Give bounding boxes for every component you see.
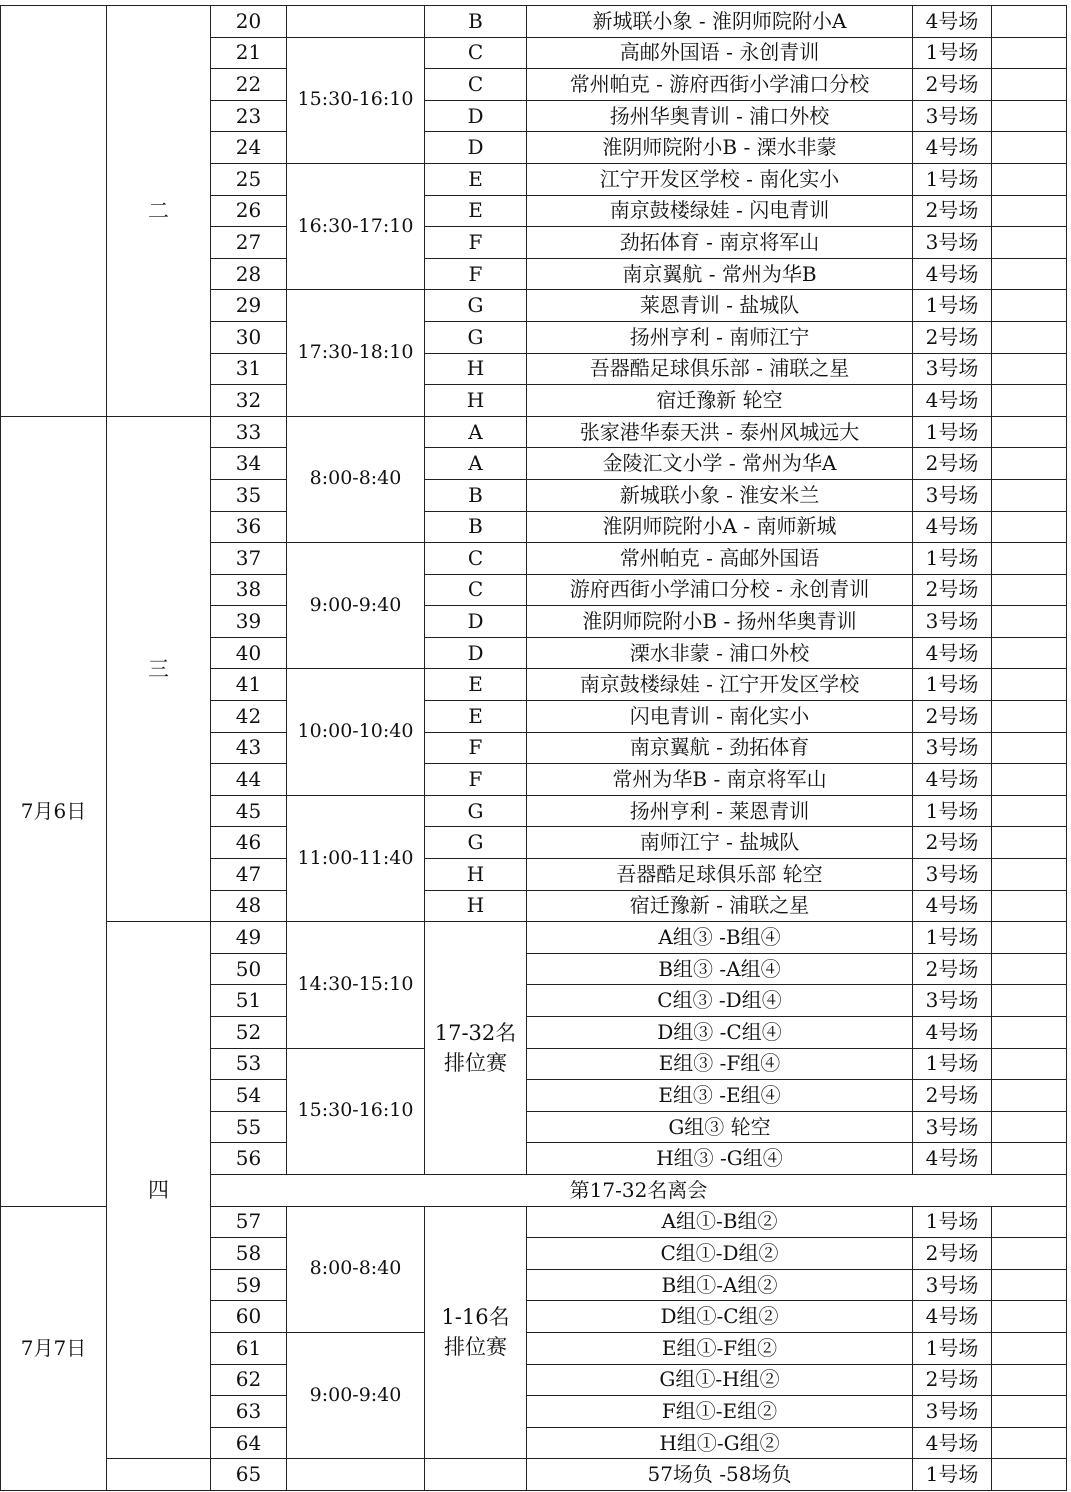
field-number: 1号场 xyxy=(913,37,992,69)
schedule-table xyxy=(0,5,1067,1491)
match-teams: 张家港华泰天洪 - 泰州风城远大 xyxy=(527,416,913,448)
match-teams: E组①-F组② xyxy=(527,1332,913,1364)
match-teams: 南京翼航 - 常州为华B xyxy=(527,258,913,290)
match-number: 37 xyxy=(211,543,287,575)
match-number: 40 xyxy=(211,637,287,669)
round-cell: 四 xyxy=(107,922,211,1459)
field-number: 2号场 xyxy=(913,69,992,101)
match-number: 21 xyxy=(211,37,287,69)
match-number: 63 xyxy=(211,1396,287,1428)
remarks-cell xyxy=(992,859,1067,891)
field-number: 1号场 xyxy=(913,290,992,322)
field-number: 2号场 xyxy=(913,321,992,353)
remarks-cell xyxy=(992,1459,1067,1491)
time-slot: 15:30-16:10 xyxy=(287,37,425,163)
field-number: 3号场 xyxy=(913,1396,992,1428)
time-slot: 8:00-8:40 xyxy=(287,416,425,542)
time-slot: 8:00-8:40 xyxy=(287,1206,425,1332)
match-number: 27 xyxy=(211,227,287,259)
match-teams: 57场负 -58场负 xyxy=(527,1459,913,1491)
field-number: 3号场 xyxy=(913,859,992,891)
field-number: 3号场 xyxy=(913,606,992,638)
field-number: 1号场 xyxy=(913,163,992,195)
match-teams: 劲拓体育 - 南京将军山 xyxy=(527,227,913,259)
match-number: 50 xyxy=(211,953,287,985)
remarks-cell xyxy=(992,195,1067,227)
group-letter: D xyxy=(425,100,527,132)
match-number: 54 xyxy=(211,1080,287,1112)
match-teams: 江宁开发区学校 - 南化实小 xyxy=(527,163,913,195)
match-teams: 南师江宁 - 盐城队 xyxy=(527,827,913,859)
remarks-cell xyxy=(992,448,1067,480)
match-number: 28 xyxy=(211,258,287,290)
date-cell: 7月7日 xyxy=(1,1206,107,1490)
round-cell: 二 xyxy=(107,6,211,417)
remarks-cell xyxy=(992,353,1067,385)
remarks-cell xyxy=(992,669,1067,701)
match-teams: 南京鼓楼绿娃 - 江宁开发区学校 xyxy=(527,669,913,701)
match-number: 25 xyxy=(211,163,287,195)
date-cell xyxy=(1,6,107,417)
group-letter: F xyxy=(425,732,527,764)
match-teams: 吾器酷足球俱乐部 - 浦联之星 xyxy=(527,353,913,385)
field-number: 2号场 xyxy=(913,1238,992,1270)
remarks-cell xyxy=(992,1332,1067,1364)
round-cell: 三 xyxy=(107,416,211,922)
time-slot: 10:00-10:40 xyxy=(287,669,425,795)
match-teams: 高邮外国语 - 永创青训 xyxy=(527,37,913,69)
group-letter: B xyxy=(425,479,527,511)
match-number: 26 xyxy=(211,195,287,227)
match-number: 36 xyxy=(211,511,287,543)
match-number: 55 xyxy=(211,1111,287,1143)
field-number: 4号场 xyxy=(913,1143,992,1175)
match-teams: 南京鼓楼绿娃 - 闪电青训 xyxy=(527,195,913,227)
field-number: 3号场 xyxy=(913,1111,992,1143)
remarks-cell xyxy=(992,795,1067,827)
field-number: 4号场 xyxy=(913,258,992,290)
match-row xyxy=(1,416,1067,448)
group-letter: B xyxy=(425,511,527,543)
remarks-cell xyxy=(992,1143,1067,1175)
match-row xyxy=(1,922,1067,954)
group-letter: H xyxy=(425,353,527,385)
field-number: 1号场 xyxy=(913,1048,992,1080)
remarks-cell xyxy=(992,1364,1067,1396)
match-teams: B组③ -A组④ xyxy=(527,953,913,985)
time-slot xyxy=(287,6,425,38)
match-teams: 淮阴师院附小B - 溧水非蒙 xyxy=(527,132,913,164)
match-number: 35 xyxy=(211,479,287,511)
field-number: 4号场 xyxy=(913,1427,992,1459)
remarks-cell xyxy=(992,1396,1067,1428)
field-number: 3号场 xyxy=(913,732,992,764)
match-number: 64 xyxy=(211,1427,287,1459)
match-number: 56 xyxy=(211,1143,287,1175)
field-number: 3号场 xyxy=(913,985,992,1017)
match-teams: 溧水非蒙 - 浦口外校 xyxy=(527,637,913,669)
match-number: 45 xyxy=(211,795,287,827)
field-number: 3号场 xyxy=(913,353,992,385)
match-teams: 金陵汇文小学 - 常州为华A xyxy=(527,448,913,480)
ceremony-note: 第17-32名离会 xyxy=(211,1174,1067,1206)
time-slot: 15:30-16:10 xyxy=(287,1048,425,1174)
remarks-cell xyxy=(992,1048,1067,1080)
field-number: 4号场 xyxy=(913,6,992,38)
match-number: 31 xyxy=(211,353,287,385)
group-letter: A xyxy=(425,448,527,480)
time-slot: 9:00-9:40 xyxy=(287,1332,425,1458)
field-number: 3号场 xyxy=(913,479,992,511)
field-number: 2号场 xyxy=(913,195,992,227)
group-letter: C xyxy=(425,543,527,575)
field-number: 1号场 xyxy=(913,1459,992,1491)
stage-label-line: 排位赛 xyxy=(444,1051,507,1076)
match-number: 43 xyxy=(211,732,287,764)
match-teams: 扬州亨利 - 莱恩青训 xyxy=(527,795,913,827)
match-number: 29 xyxy=(211,290,287,322)
schedule-body xyxy=(1,6,1067,1491)
match-number: 32 xyxy=(211,385,287,417)
remarks-cell xyxy=(992,1427,1067,1459)
remarks-cell xyxy=(992,701,1067,733)
match-number: 62 xyxy=(211,1364,287,1396)
match-number: 20 xyxy=(211,6,287,38)
time-slot: 14:30-15:10 xyxy=(287,922,425,1048)
field-number: 1号场 xyxy=(913,922,992,954)
remarks-cell xyxy=(992,416,1067,448)
match-number: 53 xyxy=(211,1048,287,1080)
remarks-cell xyxy=(992,227,1067,259)
match-teams: B组①-A组② xyxy=(527,1269,913,1301)
group-letter: F xyxy=(425,258,527,290)
group-letter: H xyxy=(425,385,527,417)
match-teams: G组①-H组② xyxy=(527,1364,913,1396)
field-number: 2号场 xyxy=(913,448,992,480)
match-teams: 莱恩青训 - 盐城队 xyxy=(527,290,913,322)
match-number: 58 xyxy=(211,1238,287,1270)
remarks-cell xyxy=(992,321,1067,353)
match-teams: H组③ -G组④ xyxy=(527,1143,913,1175)
field-number: 2号场 xyxy=(913,953,992,985)
remarks-cell xyxy=(992,69,1067,101)
match-teams: G组③ 轮空 xyxy=(527,1111,913,1143)
group-letter: E xyxy=(425,701,527,733)
field-number: 4号场 xyxy=(913,764,992,796)
match-number: 34 xyxy=(211,448,287,480)
field-number: 2号场 xyxy=(913,701,992,733)
time-slot: 11:00-11:40 xyxy=(287,795,425,921)
remarks-cell xyxy=(992,574,1067,606)
remarks-cell xyxy=(992,890,1067,922)
match-number: 46 xyxy=(211,827,287,859)
match-number: 33 xyxy=(211,416,287,448)
field-number: 1号场 xyxy=(913,543,992,575)
match-teams: 闪电青训 - 南化实小 xyxy=(527,701,913,733)
remarks-cell xyxy=(992,953,1067,985)
time-slot: 9:00-9:40 xyxy=(287,543,425,669)
time-slot xyxy=(287,1459,425,1491)
remarks-cell xyxy=(992,258,1067,290)
field-number: 4号场 xyxy=(913,1017,992,1049)
match-row xyxy=(1,1459,1067,1491)
group-letter: C xyxy=(425,574,527,606)
field-number: 3号场 xyxy=(913,1269,992,1301)
remarks-cell xyxy=(992,606,1067,638)
field-number: 2号场 xyxy=(913,574,992,606)
field-number: 3号场 xyxy=(913,227,992,259)
group-letter: E xyxy=(425,195,527,227)
round-cell xyxy=(107,1459,211,1491)
match-number: 24 xyxy=(211,132,287,164)
match-teams: 游府西街小学浦口分校 - 永创青训 xyxy=(527,574,913,606)
remarks-cell xyxy=(992,1269,1067,1301)
match-teams: 宿迁豫新 - 浦联之星 xyxy=(527,890,913,922)
match-number: 22 xyxy=(211,69,287,101)
remarks-cell xyxy=(992,1301,1067,1333)
field-number: 4号场 xyxy=(913,890,992,922)
match-teams: 常州帕克 - 高邮外国语 xyxy=(527,543,913,575)
field-number: 1号场 xyxy=(913,416,992,448)
remarks-cell xyxy=(992,985,1067,1017)
remarks-cell xyxy=(992,100,1067,132)
group-letter: H xyxy=(425,890,527,922)
group-letter: G xyxy=(425,321,527,353)
group-letter: H xyxy=(425,859,527,891)
field-number: 3号场 xyxy=(913,100,992,132)
field-number: 4号场 xyxy=(913,511,992,543)
group-letter: G xyxy=(425,290,527,322)
match-number: 60 xyxy=(211,1301,287,1333)
match-teams: D组①-C组② xyxy=(527,1301,913,1333)
match-number: 30 xyxy=(211,321,287,353)
match-number: 44 xyxy=(211,764,287,796)
time-slot: 17:30-18:10 xyxy=(287,290,425,416)
group-letter: C xyxy=(425,69,527,101)
group-letter: G xyxy=(425,827,527,859)
remarks-cell xyxy=(992,543,1067,575)
match-teams: C组①-D组② xyxy=(527,1238,913,1270)
remarks-cell xyxy=(992,764,1067,796)
match-teams: 常州帕克 - 游府西街小学浦口分校 xyxy=(527,69,913,101)
match-number: 48 xyxy=(211,890,287,922)
stage-cell xyxy=(425,1459,527,1491)
match-teams: 淮阴师院附小B - 扬州华奥青训 xyxy=(527,606,913,638)
remarks-cell xyxy=(992,511,1067,543)
match-number: 49 xyxy=(211,922,287,954)
group-letter: C xyxy=(425,37,527,69)
field-number: 2号场 xyxy=(913,1080,992,1112)
match-teams: A组①-B组② xyxy=(527,1206,913,1238)
match-teams: 新城联小象 - 淮安米兰 xyxy=(527,479,913,511)
match-number: 39 xyxy=(211,606,287,638)
field-number: 1号场 xyxy=(913,795,992,827)
match-teams: F组①-E组② xyxy=(527,1396,913,1428)
match-teams: 淮阴师院附小A - 南师新城 xyxy=(527,511,913,543)
match-number: 47 xyxy=(211,859,287,891)
group-letter: G xyxy=(425,795,527,827)
remarks-cell xyxy=(992,37,1067,69)
remarks-cell xyxy=(992,385,1067,417)
match-teams: 宿迁豫新 轮空 xyxy=(527,385,913,417)
match-teams: 南京翼航 - 劲拓体育 xyxy=(527,732,913,764)
remarks-cell xyxy=(992,827,1067,859)
stage-label-line: 1-16名 xyxy=(441,1305,510,1329)
field-number: 1号场 xyxy=(913,669,992,701)
group-letter: B xyxy=(425,6,527,38)
group-letter: D xyxy=(425,606,527,638)
remarks-cell xyxy=(992,922,1067,954)
field-number: 4号场 xyxy=(913,1301,992,1333)
field-number: 2号场 xyxy=(913,1364,992,1396)
match-teams: D组③ -C组④ xyxy=(527,1017,913,1049)
remarks-cell xyxy=(992,637,1067,669)
field-number: 4号场 xyxy=(913,132,992,164)
group-letter: D xyxy=(425,637,527,669)
match-number: 42 xyxy=(211,701,287,733)
match-number: 41 xyxy=(211,669,287,701)
field-number: 1号场 xyxy=(913,1206,992,1238)
field-number: 4号场 xyxy=(913,637,992,669)
match-teams: H组①-G组② xyxy=(527,1427,913,1459)
remarks-cell xyxy=(992,1080,1067,1112)
remarks-cell xyxy=(992,290,1067,322)
remarks-cell xyxy=(992,479,1067,511)
match-teams: E组③ -E组④ xyxy=(527,1080,913,1112)
time-slot: 16:30-17:10 xyxy=(287,163,425,289)
group-letter: A xyxy=(425,416,527,448)
match-teams: 扬州华奥青训 - 浦口外校 xyxy=(527,100,913,132)
match-number: 23 xyxy=(211,100,287,132)
remarks-cell xyxy=(992,132,1067,164)
date-cell: 7月6日 xyxy=(1,416,107,1206)
remarks-cell xyxy=(992,1206,1067,1238)
stage-label-line: 排位赛 xyxy=(444,1335,507,1360)
group-letter: D xyxy=(425,132,527,164)
stage-label xyxy=(425,922,527,1175)
remarks-cell xyxy=(992,163,1067,195)
group-letter: E xyxy=(425,163,527,195)
match-number: 59 xyxy=(211,1269,287,1301)
match-teams: E组③ -F组④ xyxy=(527,1048,913,1080)
match-number: 65 xyxy=(211,1459,287,1491)
match-row xyxy=(1,6,1067,38)
match-teams: 吾器酷足球俱乐部 轮空 xyxy=(527,859,913,891)
match-number: 61 xyxy=(211,1332,287,1364)
group-letter: E xyxy=(425,669,527,701)
remarks-cell xyxy=(992,732,1067,764)
remarks-cell xyxy=(992,6,1067,38)
field-number: 4号场 xyxy=(913,385,992,417)
remarks-cell xyxy=(992,1017,1067,1049)
group-letter: F xyxy=(425,227,527,259)
match-teams: C组③ -D组④ xyxy=(527,985,913,1017)
match-number: 52 xyxy=(211,1017,287,1049)
match-number: 57 xyxy=(211,1206,287,1238)
field-number: 1号场 xyxy=(913,1332,992,1364)
match-teams: A组③ -B组④ xyxy=(527,922,913,954)
remarks-cell xyxy=(992,1111,1067,1143)
match-number: 51 xyxy=(211,985,287,1017)
match-teams: 扬州亨利 - 南师江宁 xyxy=(527,321,913,353)
field-number: 2号场 xyxy=(913,827,992,859)
remarks-cell xyxy=(992,1238,1067,1270)
stage-label xyxy=(425,1206,527,1459)
match-number: 38 xyxy=(211,574,287,606)
match-teams: 常州为华B - 南京将军山 xyxy=(527,764,913,796)
group-letter: F xyxy=(425,764,527,796)
stage-label-line: 17-32名 xyxy=(434,1020,517,1045)
match-teams: 新城联小象 - 淮阴师院附小A xyxy=(527,6,913,38)
